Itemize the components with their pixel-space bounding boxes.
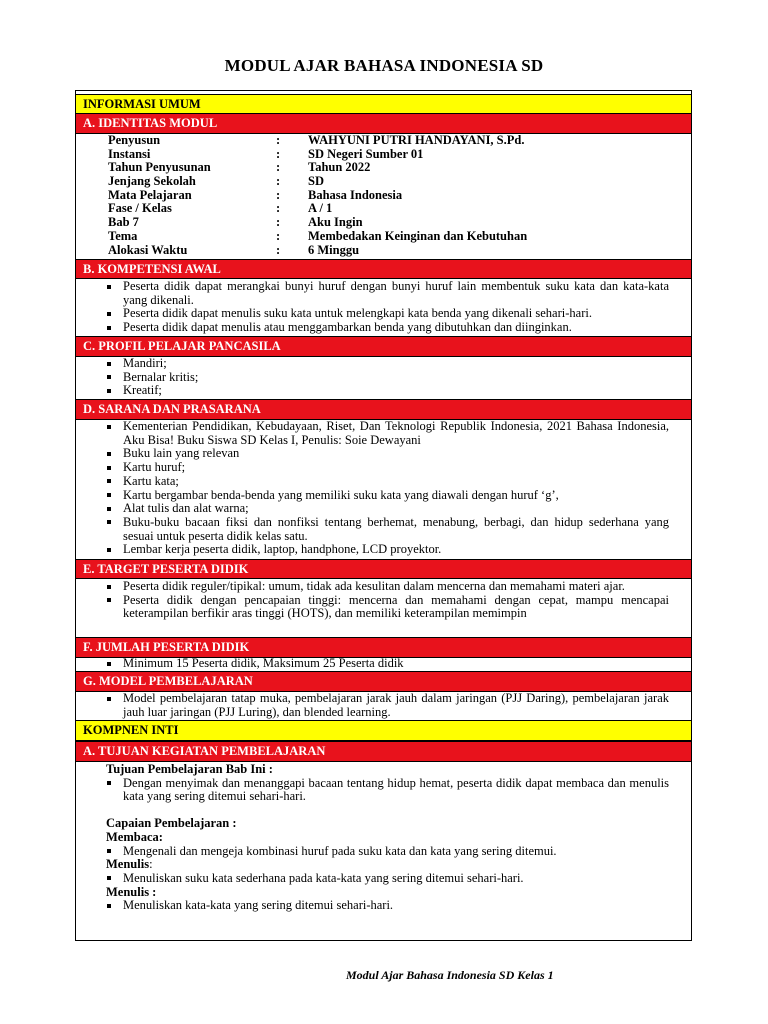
identitas-row xyxy=(76,175,691,189)
target-item: Peserta didik dengan pencapaian tinggi: mencerna dan memahami dengan cepat, mampu mencapai keterampilan berfikir aras tinggi (HOTS), dan memiliki keterampilan memimpin xyxy=(123,592,669,621)
identitas-row xyxy=(76,244,691,258)
identitas-value: WAHYUNI PUTRI HANDAYANI, S.Pd. xyxy=(308,133,525,147)
profil-item: Kreatif; xyxy=(123,384,669,398)
identitas-value: SD Negeri Sumber 01 xyxy=(308,146,424,161)
identitas-key: Jenjang Sekolah xyxy=(108,174,196,189)
page-title: MODUL AJAR BAHASA INDONESIA SD xyxy=(224,56,544,75)
model-item: Model pembelajaran tatap muka, pembelajaran jarak jauh dalam jaringan (PJJ Daring), pembelajaran jarak jauh luar jaringan (PJJ Luring), dan blended learning. xyxy=(123,691,669,719)
identitas-key: Penyusun xyxy=(108,133,161,147)
identitas-key: Tema xyxy=(108,228,138,243)
informasi-umum-header: INFORMASI UMUM xyxy=(76,94,691,114)
identitas-colon: : xyxy=(276,146,281,161)
identitas-colon: : xyxy=(276,160,281,175)
identitas-value: Aku Ingin xyxy=(308,215,363,230)
kompetensi-item: Peserta didik dapat menulis atau menggambarkan benda yang dibutuhkan dan diinginkan. xyxy=(123,321,669,335)
profil-item: Bernalar kritis; xyxy=(123,371,669,385)
jumlah-header: F. JUMLAH PESERTA DIDIK xyxy=(76,637,691,658)
membaca-title: Membaca: xyxy=(106,829,163,844)
identitas-row xyxy=(76,216,691,230)
menulis-title xyxy=(76,858,691,872)
target-header: E. TARGET PESERTA DIDIK xyxy=(76,559,691,579)
identitas-value: Tahun 2022 xyxy=(308,160,371,175)
tujuan-header: A. TUJUAN KEGIATAN PEMBELAJARAN xyxy=(76,741,691,762)
identitas-value: 6 Minggu xyxy=(308,242,360,257)
identitas-colon: : xyxy=(276,215,281,230)
sarana-item: Buku-buku bacaan fiksi dan nonfiksi tentang berhemat, menabung, berbagi, dan hidup sederhana yang sesuai untuk peserta didik kelas satu. xyxy=(123,514,669,543)
page-footer: Modul Ajar Bahasa Indonesia SD Kelas 1 xyxy=(346,968,554,982)
identitas-colon: : xyxy=(276,201,281,216)
identitas-key: Mata Pelajaran xyxy=(108,187,192,202)
profil-item: Mandiri; xyxy=(123,357,669,371)
profil-header: C. PROFIL PELAJAR PANCASILA xyxy=(76,336,691,357)
sarana-item: Alat tulis dan alat warna; xyxy=(123,502,669,516)
sarana-item: Buku lain yang relevan xyxy=(123,447,669,461)
kompetensi-item: Peserta didik dapat merangkai bunyi huruf dengan bunyi huruf lain membentuk suku kata dan kata-kata yang dikenali. xyxy=(123,279,669,307)
sarana-body xyxy=(76,420,691,557)
target-item: Peserta didik reguler/tipikal: umum, tidak ada kesulitan dalam mencerna dan memahami materi ajar. xyxy=(123,580,669,594)
identitas-colon: : xyxy=(276,187,281,202)
identitas-colon: : xyxy=(276,242,281,257)
identitas-value: Bahasa Indonesia xyxy=(308,187,403,202)
identitas-row xyxy=(76,148,691,162)
kompetensi-item: Peserta didik dapat menulis suku kata untuk melengkapi kata benda yang dikenali sehari-hari. xyxy=(123,307,669,321)
identitas-value: Membedakan Keinginan dan Kebutuhan xyxy=(308,228,528,243)
tujuan-item: Dengan menyimak dan menanggapi bacaan tentang hidup hemat, peserta didik dapat membaca dan menulis kata yang sering ditemui sehari-hari. xyxy=(123,775,669,804)
identitas-row xyxy=(76,230,691,244)
module-table xyxy=(75,90,692,941)
identitas-colon: : xyxy=(276,174,281,189)
identitas-colon: : xyxy=(276,228,281,243)
menulis-item: Menuliskan kata-kata yang sering ditemui sehari-hari. xyxy=(123,899,669,913)
identitas-row xyxy=(76,134,691,148)
profil-body xyxy=(76,357,691,398)
sarana-header: D. SARANA DAN PRASARANA xyxy=(76,399,691,420)
identitas-key: Tahun Penyusunan xyxy=(108,160,211,175)
membaca-item: Mengenali dan mengeja kombinasi huruf pada suku kata dan kata yang sering ditemui. xyxy=(123,845,669,859)
identitas-key: Fase / Kelas xyxy=(108,201,172,216)
identitas-colon: : xyxy=(276,133,281,147)
identitas-key: Bab 7 xyxy=(108,215,139,230)
sarana-item: Kartu huruf; xyxy=(123,461,669,475)
menulis-label: Menulis xyxy=(106,857,150,872)
kompetensi-body xyxy=(76,280,691,335)
identitas-key: Instansi xyxy=(108,146,151,161)
identitas-value: SD xyxy=(308,174,324,189)
identitas-row xyxy=(76,202,691,216)
identitas-header: A. IDENTITAS MODUL xyxy=(76,113,691,134)
jumlah-body xyxy=(76,657,691,671)
identitas-value: A / 1 xyxy=(308,201,333,216)
identitas-row xyxy=(76,161,691,175)
target-body xyxy=(76,580,691,621)
menulis-item: Menuliskan suku kata sederhana pada kata-kata yang sering ditemui sehari-hari. xyxy=(123,872,669,886)
model-body xyxy=(76,692,691,719)
kompnen-inti-header: KOMPNEN INTI xyxy=(76,720,691,741)
jumlah-item: Minimum 15 Peserta didik, Maksimum 25 Peserta didik xyxy=(123,657,669,671)
tujuan-body xyxy=(76,763,691,913)
sarana-item: Kartu bergambar benda-benda yang memiliki suku kata yang diawali dengan huruf ‘g’, xyxy=(123,489,669,503)
menulis-colon: : xyxy=(149,857,153,872)
sarana-item: Kartu kata; xyxy=(123,475,669,489)
identitas-row xyxy=(76,189,691,203)
menulis-title-2: Menulis : xyxy=(106,884,157,899)
capaian-title: Capaian Pembelajaran : xyxy=(106,816,237,831)
identitas-body xyxy=(76,134,691,257)
model-header: G. MODEL PEMBELAJARAN xyxy=(76,671,691,692)
kompetensi-header: B. KOMPETENSI AWAL xyxy=(76,259,691,279)
identitas-key: Alokasi Waktu xyxy=(108,242,188,257)
sarana-item: Kementerian Pendidikan, Kebudayaan, Riset, Dan Teknologi Republik Indonesia, 2021 Bahasa Indonesia, Aku Bisa! Buku Siswa SD Kelas I, Penulis: Soie Dewayani xyxy=(123,419,669,447)
sarana-item: Lembar kerja peserta didik, laptop, handphone, LCD proyektor. xyxy=(123,543,669,557)
tujuan-subtitle: Tujuan Pembelajaran Bab Ini : xyxy=(106,762,273,776)
